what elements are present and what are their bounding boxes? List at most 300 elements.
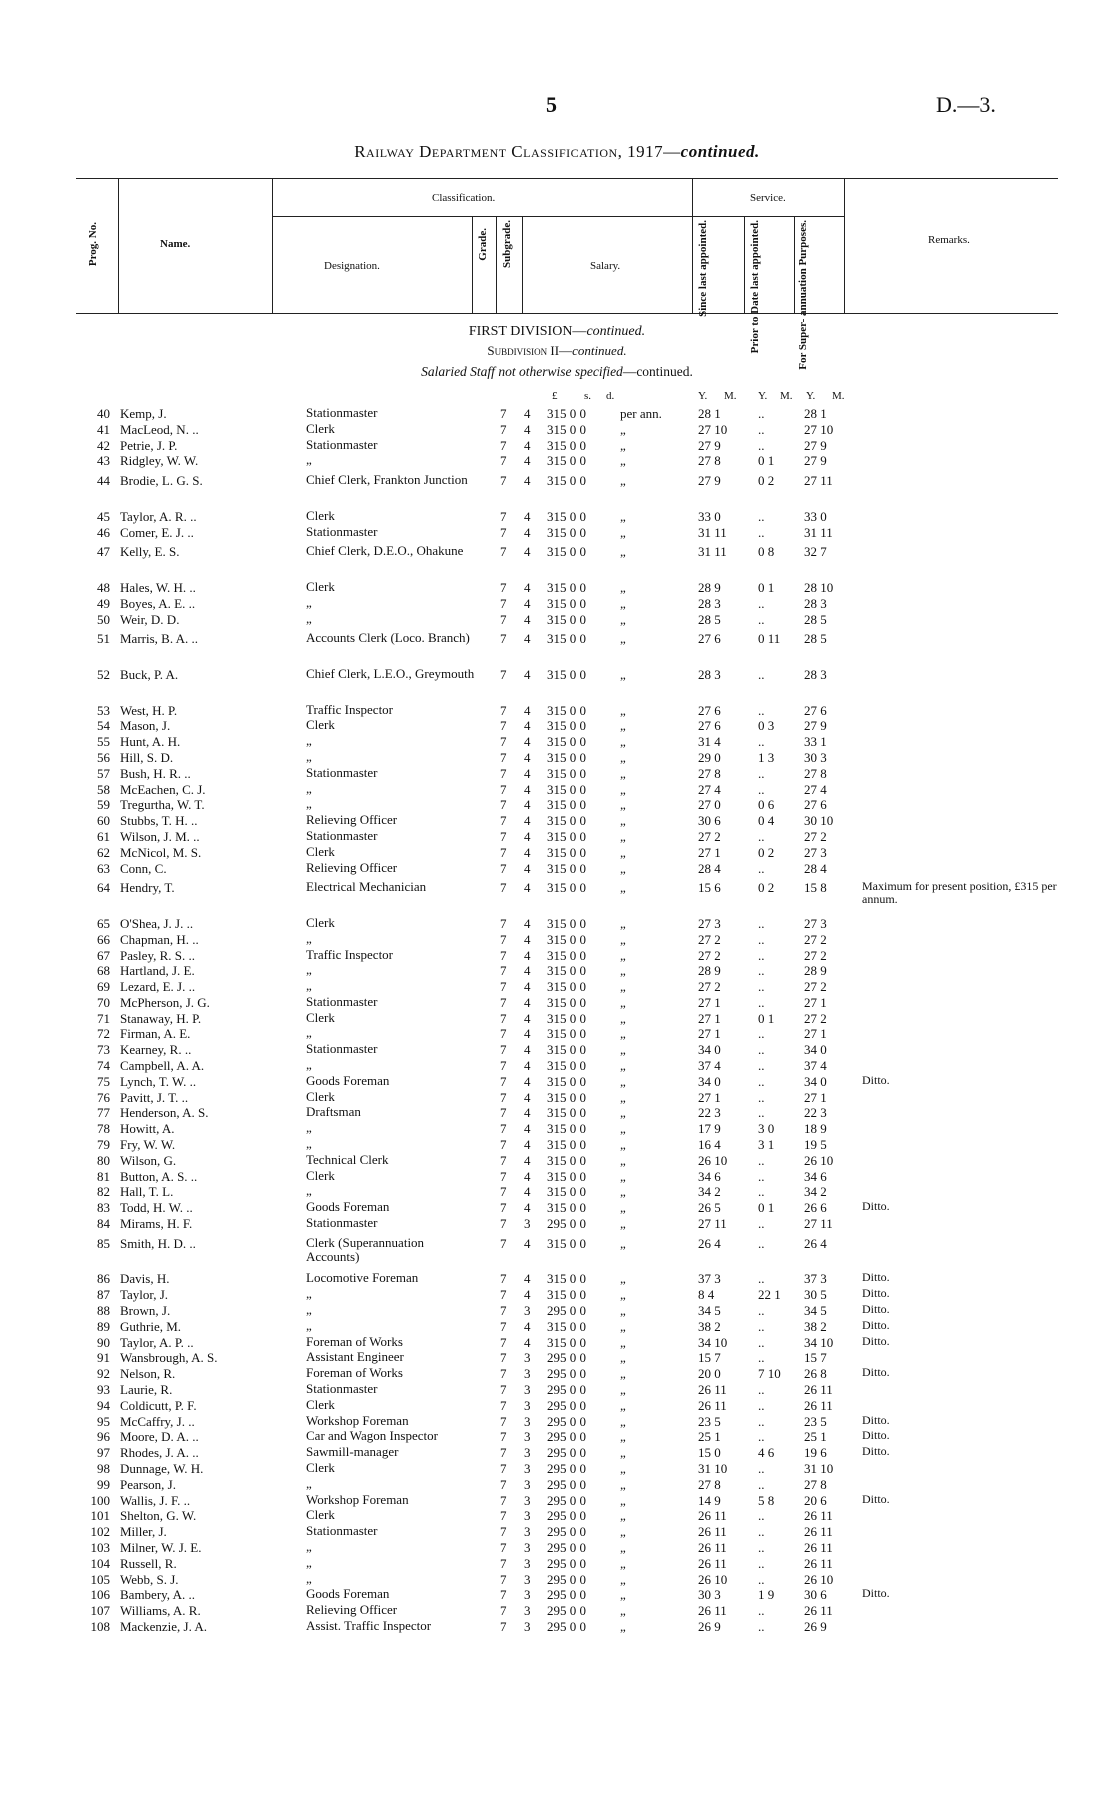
staff-italic: Salaried Staff — [421, 364, 495, 379]
grade: 7 — [500, 844, 507, 860]
salary: 295 0 0 — [547, 1587, 586, 1603]
grade: 7 — [500, 1476, 507, 1492]
grade: 7 — [500, 1492, 507, 1508]
designation: Draftsman — [306, 1104, 361, 1120]
salary-header: Salary. — [590, 260, 621, 272]
service-prior: .. — [758, 406, 765, 421]
title-main: Railway Department Classification, — [354, 142, 623, 161]
designation: „ — [306, 930, 312, 946]
salary-period: „ — [620, 544, 626, 560]
service-since-last: 27 8 — [698, 765, 721, 781]
subgrade: 4 — [524, 1121, 531, 1137]
subgrade: 4 — [524, 1089, 531, 1105]
salary: 315 0 0 — [547, 1235, 586, 1251]
grade: 7 — [500, 1350, 507, 1366]
salary-period: „ — [620, 1042, 626, 1058]
service-since-last: 27 2 — [698, 979, 721, 995]
staff-name: Todd, H. W. .. — [120, 1200, 193, 1216]
prog-no-header: Prog. No. — [87, 222, 99, 267]
subgrade: 4 — [524, 915, 531, 931]
staff-name: Mason, J. — [120, 718, 171, 734]
table-row — [0, 1556, 1114, 1572]
grade: 7 — [500, 1058, 507, 1074]
service-prior: .. — [758, 1271, 765, 1287]
salary: 315 0 0 — [547, 1318, 586, 1334]
prog-number: 83 — [97, 1200, 110, 1216]
table-row — [0, 1493, 1114, 1509]
service-since-last: 27 1 — [698, 1010, 721, 1026]
service-since-last: 27 9 — [698, 473, 721, 489]
grade: 7 — [500, 963, 507, 979]
service-superannuation: 34 5 — [804, 1303, 827, 1319]
prog-number: 104 — [90, 1555, 110, 1571]
staff-name: Russell, R. — [120, 1555, 177, 1571]
table-row — [0, 1429, 1114, 1445]
salary-period: „ — [620, 437, 626, 453]
designation: Stationmaster — [306, 523, 378, 539]
table-row — [0, 1121, 1114, 1137]
service-prior: .. — [758, 702, 765, 718]
service-prior: 7 10 — [758, 1366, 781, 1382]
grade-header: Grade. — [477, 228, 489, 261]
grade: 7 — [500, 1318, 507, 1334]
grade: 7 — [500, 1152, 507, 1168]
service-superannuation: 19 6 — [804, 1445, 827, 1461]
table-row — [0, 766, 1114, 782]
staff-name: MacLeod, N. .. — [120, 421, 199, 437]
designation: Chief Clerk, Frankton Junction — [306, 472, 468, 488]
grade: 7 — [500, 666, 507, 682]
service-since-last: 27 10 — [698, 421, 728, 437]
service-prior: .. — [758, 979, 765, 995]
grade: 7 — [500, 524, 507, 540]
grade: 7 — [500, 1397, 507, 1413]
salary: 295 0 0 — [547, 1366, 586, 1382]
service-prior: .. — [758, 1508, 765, 1524]
staff-name: Hendry, T. — [120, 880, 175, 896]
salary: 295 0 0 — [547, 1539, 586, 1555]
service-prior: 0 1 — [758, 579, 775, 595]
subgrade: 3 — [524, 1587, 531, 1603]
staff-name: Conn, C. — [120, 860, 167, 876]
classification-header: Classification. — [432, 192, 496, 204]
salary: 315 0 0 — [547, 508, 586, 524]
service-prior: .. — [758, 1235, 765, 1251]
service-prior: .. — [758, 524, 765, 540]
subgrade: 4 — [524, 749, 531, 765]
salary-period: „ — [620, 1184, 626, 1200]
prog-number: 97 — [97, 1445, 110, 1461]
service-superannuation: 30 3 — [804, 749, 827, 765]
service-superannuation: 19 5 — [804, 1137, 827, 1153]
designation: Clerk — [306, 578, 335, 594]
staff-name: McEachen, C. J. — [120, 781, 206, 797]
designation: Car and Wagon Inspector — [306, 1428, 438, 1444]
service-prior: .. — [758, 666, 765, 682]
designation: Technical Clerk — [306, 1151, 389, 1167]
salary-period: „ — [620, 1350, 626, 1366]
subgrade: 4 — [524, 1073, 531, 1089]
grade: 7 — [500, 1524, 507, 1540]
service-since-last: 26 5 — [698, 1200, 721, 1216]
staff-name: Wilson, J. M. .. — [120, 828, 200, 844]
salary-period: „ — [620, 1618, 626, 1634]
grade: 7 — [500, 1287, 507, 1303]
page-title — [0, 142, 1114, 162]
salary: 315 0 0 — [547, 453, 586, 469]
service-superannuation: 32 7 — [804, 544, 827, 560]
remarks: Ditto. — [862, 1302, 890, 1317]
service-since-last: 37 4 — [698, 1058, 721, 1074]
staff-name: Lezard, E. J. .. — [120, 979, 196, 995]
salary-period: „ — [620, 702, 626, 718]
prog-number: 76 — [97, 1089, 110, 1105]
designation: Goods Foreman — [306, 1199, 390, 1215]
grade: 7 — [500, 1587, 507, 1603]
service-prior: .. — [758, 994, 765, 1010]
subgrade: 3 — [524, 1476, 531, 1492]
table-row — [0, 1026, 1114, 1042]
service-since-last: 26 10 — [698, 1152, 728, 1168]
service-since-last: 26 10 — [698, 1571, 728, 1587]
service-superannuation: 26 11 — [804, 1508, 833, 1524]
service-since-last: 33 0 — [698, 508, 721, 524]
staff-name: Henderson, A. S. — [120, 1105, 209, 1121]
service-superannuation: 26 11 — [804, 1539, 833, 1555]
table-row — [0, 1619, 1114, 1635]
service-prior: .. — [758, 1350, 765, 1366]
service-since-last: 28 1 — [698, 406, 721, 421]
salary: 295 0 0 — [547, 1382, 586, 1398]
prog-number: 90 — [97, 1334, 110, 1350]
service-superannuation: 33 1 — [804, 734, 827, 750]
remarks: Ditto. — [862, 1199, 890, 1214]
service-prior: .. — [758, 947, 765, 963]
salary-period: „ — [620, 1168, 626, 1184]
title-continued: continued. — [680, 142, 760, 161]
prog-number: 67 — [97, 947, 110, 963]
designation: „ — [306, 1120, 312, 1136]
service-header: Service. — [750, 192, 786, 204]
table-row — [0, 1287, 1114, 1303]
service-since-last: 27 4 — [698, 781, 721, 797]
service-since-last: 37 3 — [698, 1271, 721, 1287]
service-since-last: 29 0 — [698, 749, 721, 765]
subgrade: 4 — [524, 979, 531, 995]
service-since-last: 26 11 — [698, 1382, 727, 1398]
table-row — [0, 1074, 1114, 1090]
service-prior: .. — [758, 1555, 765, 1571]
service-prior: .. — [758, 915, 765, 931]
grade: 7 — [500, 797, 507, 813]
staff-name: Hill, S. D. — [120, 749, 174, 765]
service-superannuation: 34 0 — [804, 1073, 827, 1089]
table-row — [0, 1271, 1114, 1287]
designation: Clerk — [306, 420, 335, 436]
service-prior: .. — [758, 963, 765, 979]
salary: 315 0 0 — [547, 524, 586, 540]
grade: 7 — [500, 473, 507, 489]
staff-name: Pearson, J. — [120, 1476, 176, 1492]
service-superannuation: 27 8 — [804, 1476, 827, 1492]
staff-name: Tregurtha, W. T. — [120, 797, 205, 813]
designation: Stationmaster — [306, 1523, 378, 1539]
grade: 7 — [500, 1618, 507, 1634]
service-prior: .. — [758, 781, 765, 797]
unit-years-3: Y. — [806, 390, 816, 402]
subgrade: 4 — [524, 734, 531, 750]
salary-period: „ — [620, 1058, 626, 1074]
service-since-last: 26 4 — [698, 1235, 721, 1251]
prog-number: 47 — [97, 544, 110, 560]
designation: „ — [306, 1570, 312, 1586]
table-row — [0, 1090, 1114, 1106]
service-superannuation: 27 2 — [804, 1010, 827, 1026]
subgrade: 4 — [524, 860, 531, 876]
prog-number: 71 — [97, 1010, 110, 1026]
for-super-header: For Super- annuation Purposes. — [797, 220, 809, 370]
grade: 7 — [500, 1168, 507, 1184]
salary: 315 0 0 — [547, 915, 586, 931]
table-row — [0, 1508, 1114, 1524]
subgrade: 4 — [524, 453, 531, 469]
service-superannuation: 27 3 — [804, 915, 827, 931]
table-row — [0, 422, 1114, 438]
designation: Workshop Foreman — [306, 1491, 409, 1507]
table-row — [0, 1319, 1114, 1335]
service-since-last: 30 6 — [698, 813, 721, 829]
division-continued: continued. — [586, 324, 646, 339]
designation: Relieving Officer — [306, 1602, 398, 1618]
salary-period: „ — [620, 1318, 626, 1334]
table-row — [0, 525, 1114, 541]
service-superannuation: 22 3 — [804, 1105, 827, 1121]
service-since-last: 27 2 — [698, 931, 721, 947]
service-since-last: 34 5 — [698, 1303, 721, 1319]
salary: 315 0 0 — [547, 1026, 586, 1042]
subgrade: 4 — [524, 1287, 531, 1303]
salary: 315 0 0 — [547, 1105, 586, 1121]
service-since-last: 31 4 — [698, 734, 721, 750]
salary-period: „ — [620, 631, 626, 647]
salary: 315 0 0 — [547, 1184, 586, 1200]
staff-italic-2: otherwise specified — [518, 364, 623, 379]
service-since-last: 28 9 — [698, 963, 721, 979]
service-since-last: 20 0 — [698, 1366, 721, 1382]
salary-period: „ — [620, 915, 626, 931]
table-row — [0, 453, 1114, 469]
staff-name: Bambery, A. .. — [120, 1587, 195, 1603]
salary-period: „ — [620, 1026, 626, 1042]
unit-months-3: M. — [832, 390, 845, 402]
salary: 315 0 0 — [547, 1089, 586, 1105]
table-row — [0, 782, 1114, 798]
salary-period: „ — [620, 1366, 626, 1382]
designation: Assistant Engineer — [306, 1349, 404, 1365]
table-row — [0, 406, 1114, 422]
prog-number: 96 — [97, 1429, 110, 1445]
staff-subtitle — [0, 364, 1114, 380]
designation: Traffic Inspector — [306, 701, 394, 717]
prog-number: 74 — [97, 1058, 110, 1074]
staff-name: Pavitt, J. T. .. — [120, 1089, 189, 1105]
service-prior: .. — [758, 1429, 765, 1445]
service-since-last: 27 6 — [698, 718, 721, 734]
grade: 7 — [500, 1461, 507, 1476]
service-prior: .. — [758, 1539, 765, 1555]
staff-name: Ridgley, W. W. — [120, 453, 199, 469]
table-row — [0, 880, 1114, 912]
subgrade: 4 — [524, 611, 531, 627]
salary-period: „ — [620, 611, 626, 627]
prog-number: 55 — [97, 734, 110, 750]
unit-shillings: s. — [584, 390, 592, 402]
salary-period: „ — [620, 1492, 626, 1508]
table-row — [0, 916, 1114, 932]
salary: 295 0 0 — [547, 1461, 586, 1476]
salary: 295 0 0 — [547, 1492, 586, 1508]
grade: 7 — [500, 508, 507, 524]
staff-name: Hall, T. L. — [120, 1184, 174, 1200]
subgrade: 4 — [524, 1334, 531, 1350]
subgrade: 3 — [524, 1445, 531, 1461]
remarks: Ditto. — [862, 1333, 890, 1348]
service-since-last: 28 9 — [698, 579, 721, 595]
salary: 295 0 0 — [547, 1555, 586, 1571]
designation: „ — [306, 594, 312, 610]
staff-name: Marris, B. A. .. — [120, 631, 198, 647]
subgrade: 4 — [524, 1200, 531, 1216]
salary-period: „ — [620, 765, 626, 781]
salary-period: „ — [620, 1271, 626, 1287]
service-prior: 1 3 — [758, 749, 775, 765]
grade: 7 — [500, 1555, 507, 1571]
service-prior: .. — [758, 828, 765, 844]
prog-number: 72 — [97, 1026, 110, 1042]
designation: „ — [306, 610, 312, 626]
service-superannuation: 30 6 — [804, 1587, 827, 1603]
staff-name: McNicol, M. S. — [120, 844, 202, 860]
prog-number: 56 — [97, 749, 110, 765]
service-superannuation: 38 2 — [804, 1318, 827, 1334]
table-row — [0, 596, 1114, 612]
designation: „ — [306, 452, 312, 468]
subgrade: 4 — [524, 1026, 531, 1042]
grade: 7 — [500, 931, 507, 947]
service-prior: .. — [758, 1089, 765, 1105]
service-prior: .. — [758, 1461, 765, 1476]
salary-period: „ — [620, 579, 626, 595]
table-row — [0, 631, 1114, 663]
salary-period: „ — [620, 453, 626, 469]
salary-period: „ — [620, 994, 626, 1010]
salary: 295 0 0 — [547, 1445, 586, 1461]
prog-number: 98 — [97, 1461, 110, 1476]
service-since-last: 23 5 — [698, 1413, 721, 1429]
service-superannuation: 27 9 — [804, 437, 827, 453]
prog-number: 57 — [97, 765, 110, 781]
service-since-last: 8 4 — [698, 1287, 715, 1303]
service-prior: .. — [758, 1318, 765, 1334]
staff-name: Rhodes, J. A. .. — [120, 1445, 199, 1461]
subgrade: 3 — [524, 1216, 531, 1232]
designation: Goods Foreman — [306, 1072, 390, 1088]
subgrade: 4 — [524, 1042, 531, 1058]
staff-name: McCaffry, J. .. — [120, 1413, 195, 1429]
salary: 315 0 0 — [547, 1010, 586, 1026]
prog-number: 49 — [97, 595, 110, 611]
salary: 295 0 0 — [547, 1303, 586, 1319]
service-superannuation: 26 4 — [804, 1235, 827, 1251]
subgrade: 4 — [524, 828, 531, 844]
grade: 7 — [500, 406, 507, 421]
subgrade: 4 — [524, 931, 531, 947]
salary: 315 0 0 — [547, 963, 586, 979]
staff-name: Davis, H. — [120, 1271, 170, 1287]
service-since-last: 26 9 — [698, 1618, 721, 1634]
service-superannuation: 23 5 — [804, 1413, 827, 1429]
salary-period: „ — [620, 797, 626, 813]
prog-number: 73 — [97, 1042, 110, 1058]
service-since-last: 31 11 — [698, 524, 727, 540]
table-row — [0, 1477, 1114, 1493]
prog-number: 100 — [90, 1492, 110, 1508]
table-row — [0, 813, 1114, 829]
designation: Foreman of Works — [306, 1365, 403, 1381]
salary-period: „ — [620, 1603, 626, 1619]
designation: „ — [306, 1286, 312, 1302]
subgrade: 4 — [524, 524, 531, 540]
subgrade: 4 — [524, 702, 531, 718]
service-since-last: 14 9 — [698, 1492, 721, 1508]
prog-number: 78 — [97, 1121, 110, 1137]
service-prior: .. — [758, 1571, 765, 1587]
prog-number: 92 — [97, 1366, 110, 1382]
division-title — [0, 324, 1114, 340]
salary-period: „ — [620, 524, 626, 540]
grade: 7 — [500, 1200, 507, 1216]
designation: Stationmaster — [306, 1041, 378, 1057]
staff-name: Bush, H. R. .. — [120, 765, 191, 781]
service-since-last: 15 7 — [698, 1350, 721, 1366]
prog-number: 84 — [97, 1216, 110, 1232]
remarks: Ditto. — [862, 1286, 890, 1301]
salary-period: „ — [620, 595, 626, 611]
salary-period: „ — [620, 1235, 626, 1251]
salary-period: per ann. — [620, 406, 662, 421]
unit-pence: d. — [606, 390, 615, 402]
service-since-last: 27 8 — [698, 453, 721, 469]
staff-name: Wilson, G. — [120, 1152, 177, 1168]
prog-number: 59 — [97, 797, 110, 813]
salary-period: „ — [620, 1287, 626, 1303]
staff-name: Mackenzie, J. A. — [120, 1618, 208, 1634]
service-since-last: 27 3 — [698, 915, 721, 931]
service-since-last: 26 11 — [698, 1508, 727, 1524]
table-row — [0, 861, 1114, 877]
subgrade: 3 — [524, 1508, 531, 1524]
service-superannuation: 27 1 — [804, 994, 827, 1010]
division-label: FIRST DIVISION— — [468, 324, 587, 339]
salary: 295 0 0 — [547, 1476, 586, 1492]
designation: Clerk — [306, 507, 335, 523]
service-superannuation: 28 3 — [804, 666, 827, 682]
grade: 7 — [500, 544, 507, 560]
staff-name: Wansbrough, A. S. — [120, 1350, 218, 1366]
salary-period: „ — [620, 473, 626, 489]
service-prior: .. — [758, 931, 765, 947]
salary: 315 0 0 — [547, 1334, 586, 1350]
